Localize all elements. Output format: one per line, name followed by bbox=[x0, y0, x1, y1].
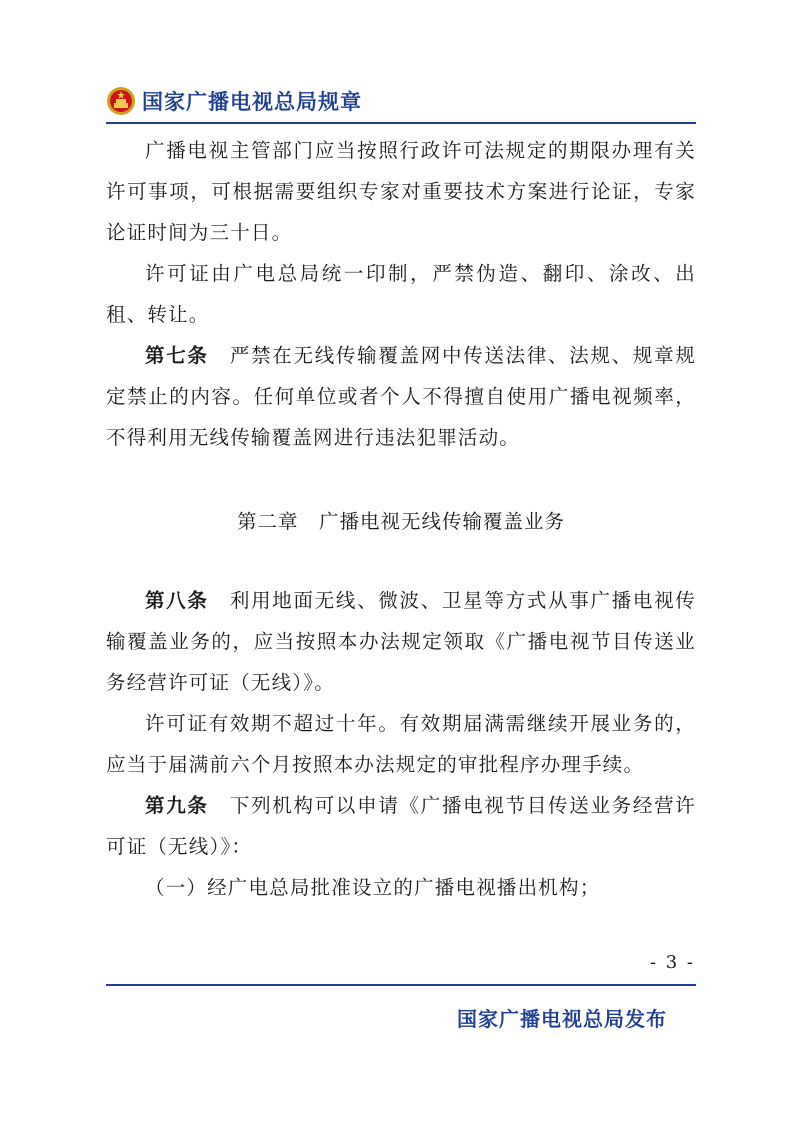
header-divider bbox=[106, 122, 696, 124]
article-7-text: 严禁在无线传输覆盖网中传送法律、法规、规章规定禁止的内容。任何单位或者个人不得擅自使用广播电视频率，不得利用无线传输覆盖网进行违法犯罪活动。 bbox=[106, 344, 696, 449]
footer-divider bbox=[106, 984, 696, 986]
article-8-label: 第八条 bbox=[145, 589, 209, 612]
paragraph-license-printing: 许可证由广电总局统一印制，严禁伪造、翻印、涂改、出租、转让。 bbox=[106, 262, 696, 326]
header-title: 国家广播电视总局规章 bbox=[142, 90, 362, 114]
article-9-text: 下列机构可以申请《广播电视节目传送业务经营许可证（无线）》： bbox=[106, 794, 696, 858]
article-9 bbox=[106, 785, 696, 867]
footer-publisher: 国家广播电视总局发布 bbox=[457, 1007, 667, 1031]
paragraph-license-validity: 许可证有效期不超过十年。有效期届满需继续开展业务的，应当于届满前六个月按照本办法规定的审批程序办理手续。 bbox=[106, 712, 696, 776]
chapter-title: 第二章 广播电视无线传输覆盖业务 bbox=[236, 510, 565, 533]
national-emblem-icon bbox=[106, 86, 136, 116]
page-header bbox=[106, 84, 696, 118]
article-9-label: 第九条 bbox=[145, 794, 209, 817]
article-8-text: 利用地面无线、微波、卫星等方式从事广播电视传输覆盖业务的，应当按照本办法规定领取《广播电视节目传送业务经营许可证（无线）》。 bbox=[106, 589, 696, 694]
article-7 bbox=[106, 335, 696, 458]
article-7-label: 第七条 bbox=[145, 344, 209, 367]
document-body bbox=[106, 130, 696, 908]
paragraph-review-period: 广播电视主管部门应当按照行政许可法规定的期限办理有关许可事项，可根据需要组织专家对重要技术方案进行论证，专家论证时间为三十日。 bbox=[106, 139, 696, 244]
page-number: - 3 - bbox=[649, 952, 695, 973]
article-8 bbox=[106, 580, 696, 703]
list-item-1: （一）经广电总局批准设立的广播电视播出机构； bbox=[145, 876, 601, 899]
